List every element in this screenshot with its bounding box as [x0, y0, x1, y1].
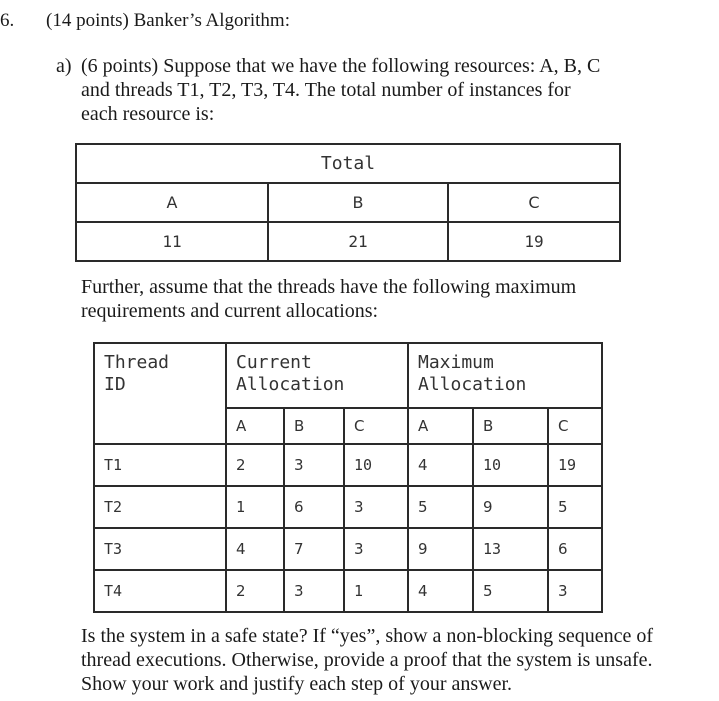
cur-alloc-cell: 2: [226, 444, 284, 486]
cur-alloc-cell: 3: [284, 444, 344, 486]
header-line: ID: [104, 374, 126, 395]
max-alloc-cell: 19: [548, 444, 602, 486]
table-row: [94, 444, 602, 486]
max-alloc-cell: 10: [473, 444, 548, 486]
question-number: 6.: [0, 10, 15, 31]
max-alloc-cell: 4: [408, 570, 473, 612]
header-line: Thread: [104, 352, 170, 373]
max-alloc-cell: 5: [408, 486, 473, 528]
cur-alloc-cell: 3: [284, 570, 344, 612]
cur-alloc-cell: 10: [344, 444, 408, 486]
intro-paragraph: [81, 54, 701, 126]
thread-id-cell: T3: [94, 528, 226, 570]
sub-col-header: A: [226, 408, 284, 444]
intro-line: (6 points) Suppose that we have the following resources: A, B, C: [81, 55, 601, 77]
cur-alloc-cell: 6: [284, 486, 344, 528]
total-value-b: 21: [268, 222, 448, 261]
question-title: (14 points) Banker’s Algorithm:: [46, 10, 290, 31]
thread-id-header: [94, 343, 226, 444]
sub-col-header: B: [473, 408, 548, 444]
thread-id-cell: T1: [94, 444, 226, 486]
thread-id-cell: T4: [94, 570, 226, 612]
cur-alloc-cell: 7: [284, 528, 344, 570]
question-line: thread executions. Otherwise, provide a proof that the system is unsafe.: [81, 649, 653, 671]
current-allocation-header: [226, 343, 408, 408]
resource-label-c: C: [448, 183, 620, 222]
max-alloc-cell: 13: [473, 528, 548, 570]
total-value-a: 11: [76, 222, 268, 261]
table-row: [94, 570, 602, 612]
sub-col-header: C: [548, 408, 602, 444]
allocation-table: [93, 342, 603, 613]
question-paragraph: [81, 624, 701, 696]
max-alloc-cell: 4: [408, 444, 473, 486]
resource-label-a: A: [76, 183, 268, 222]
table-row: [76, 144, 620, 183]
further-line: requirements and current allocations:: [81, 300, 379, 322]
thread-id-cell: T2: [94, 486, 226, 528]
cur-alloc-cell: 1: [344, 570, 408, 612]
intro-line: each resource is:: [81, 103, 215, 125]
header-line: Maximum: [418, 352, 494, 373]
cur-alloc-cell: 2: [226, 570, 284, 612]
table-header-row: [94, 343, 602, 408]
total-header: Total: [76, 144, 620, 183]
sub-col-header: B: [284, 408, 344, 444]
cur-alloc-cell: 1: [226, 486, 284, 528]
question-line: Is the system in a safe state? If “yes”, show a non-blocking sequence of: [81, 625, 654, 647]
max-alloc-cell: 9: [408, 528, 473, 570]
table-row: [94, 528, 602, 570]
cur-alloc-cell: 3: [344, 486, 408, 528]
part-label: a): [56, 55, 72, 77]
max-alloc-cell: 5: [473, 570, 548, 612]
further-line: Further, assume that the threads have the following maximum: [81, 276, 577, 298]
header-line: Allocation: [418, 374, 527, 395]
max-alloc-cell: 5: [548, 486, 602, 528]
sub-col-header: C: [344, 408, 408, 444]
max-alloc-cell: 9: [473, 486, 548, 528]
table-row: [76, 183, 620, 222]
cur-alloc-cell: 3: [344, 528, 408, 570]
question-line: Show your work and justify each step of your answer.: [81, 673, 513, 695]
cur-alloc-cell: 4: [226, 528, 284, 570]
total-resources-table: [75, 143, 621, 262]
max-alloc-cell: 3: [548, 570, 602, 612]
intro-line: and threads T1, T2, T3, T4. The total number of instances for: [81, 79, 571, 101]
header-line: Allocation: [236, 374, 345, 395]
maximum-allocation-header: [408, 343, 602, 408]
resource-label-b: B: [268, 183, 448, 222]
total-value-c: 19: [448, 222, 620, 261]
sub-col-header: A: [408, 408, 473, 444]
table-row: [76, 222, 620, 261]
further-paragraph: [81, 275, 701, 323]
max-alloc-cell: 6: [548, 528, 602, 570]
table-row: [94, 486, 602, 528]
header-line: Current: [236, 352, 312, 373]
